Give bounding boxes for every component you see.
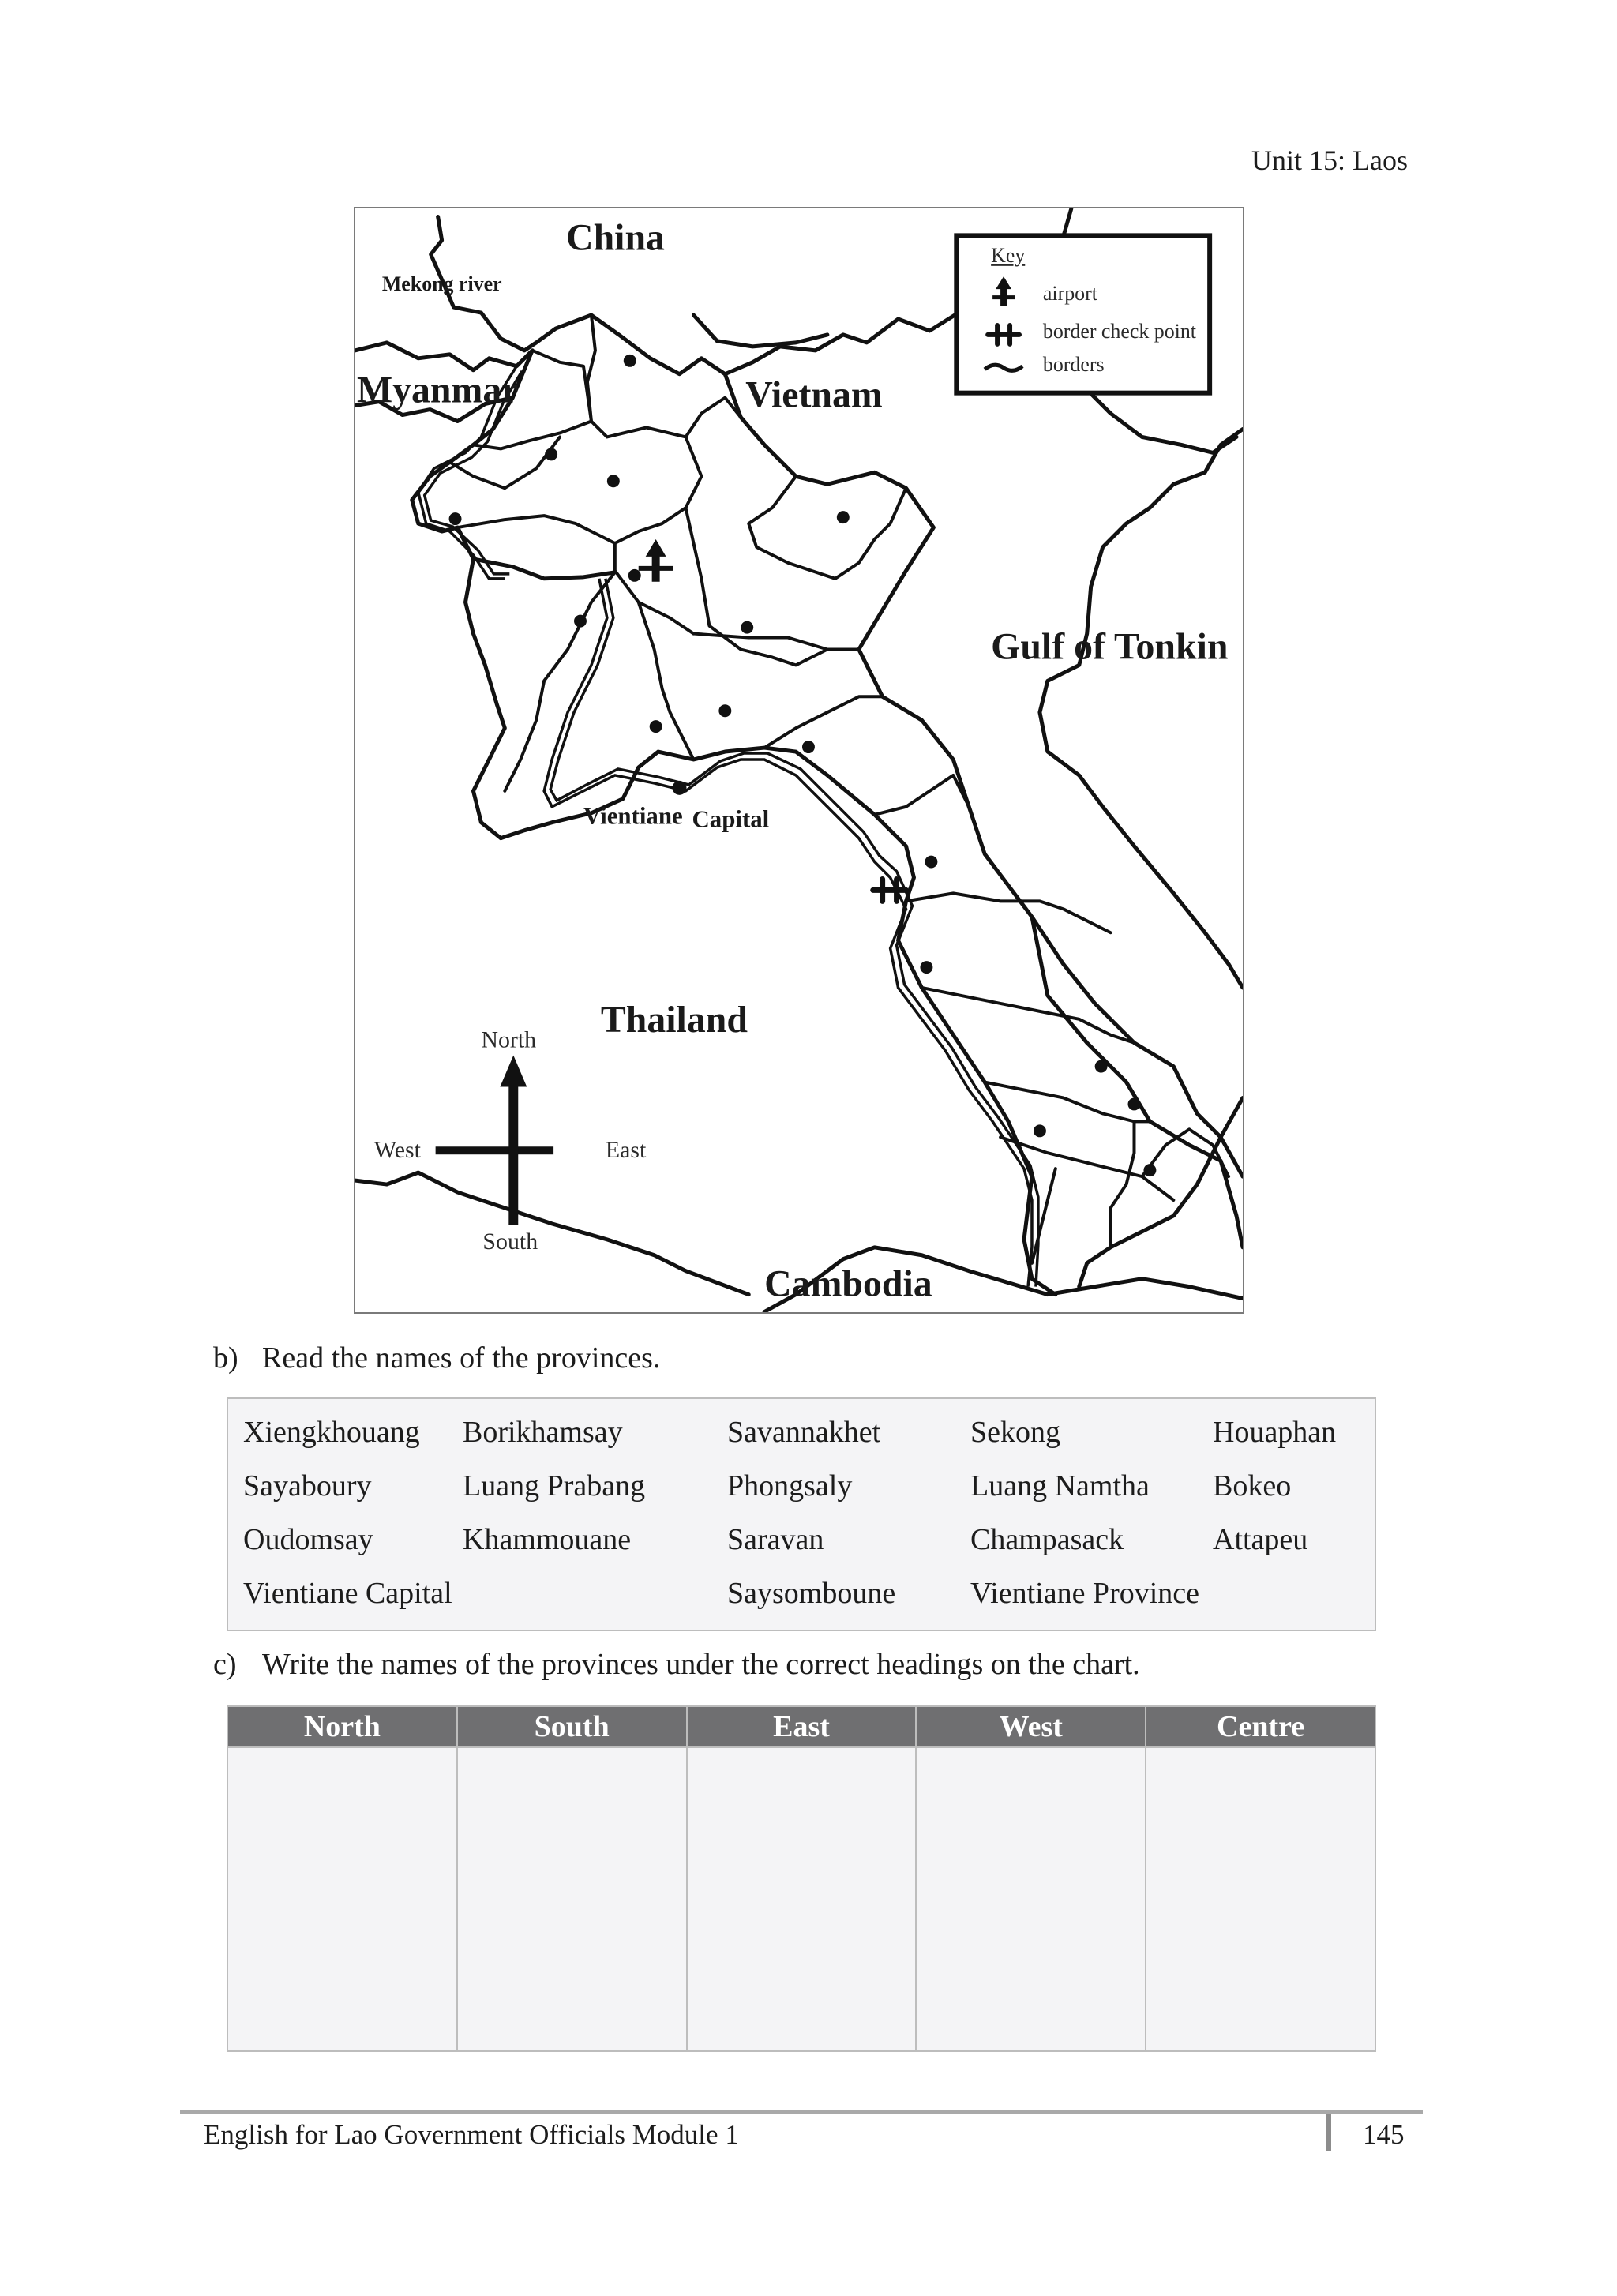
province-name: Xiengkhouang	[243, 1416, 420, 1449]
province-name: Saysomboune	[727, 1577, 896, 1610]
province-dot	[925, 856, 937, 869]
chart-heading-west: West	[916, 1706, 1146, 1747]
province-dot	[650, 720, 662, 733]
answer-cell-east[interactable]	[687, 1747, 917, 2051]
key-borders-label: borders	[1042, 352, 1105, 376]
province-name: Phongsaly	[727, 1469, 853, 1503]
province-dot	[1034, 1124, 1046, 1137]
label-mekong-river: Mekong river	[381, 272, 502, 296]
instruction-c-text: Write the names of the provinces under the correct headings on the chart.	[262, 1648, 1140, 1681]
province-dot	[545, 448, 557, 460]
label-gulf-of-tonkin: Gulf of Tonkin	[991, 625, 1229, 668]
province-dot	[574, 615, 587, 628]
province-name: Attapeu	[1213, 1523, 1308, 1556]
province-name: Bokeo	[1213, 1469, 1292, 1503]
instruction-c	[213, 1647, 1140, 1682]
answer-cell-south[interactable]	[457, 1747, 687, 2051]
chart-heading-south: South	[457, 1706, 687, 1747]
province-name: Savannakhet	[727, 1416, 881, 1449]
label-vietnam: Vietnam	[745, 373, 883, 416]
province-name: Sekong	[970, 1416, 1060, 1449]
label-cambodia: Cambodia	[764, 1262, 932, 1305]
province-name: Khammouane	[463, 1523, 632, 1556]
province-name: Luang Namtha	[970, 1469, 1150, 1503]
province-dot	[449, 512, 462, 525]
province-name: Sayaboury	[243, 1469, 372, 1503]
footer-rule	[180, 2110, 1423, 2114]
compass-rose	[374, 1027, 647, 1255]
airport-icon	[639, 539, 673, 582]
chart-heading-east: East	[687, 1706, 917, 1747]
province-list-box	[227, 1397, 1376, 1631]
key-title: Key	[991, 244, 1026, 268]
label-china: China	[566, 216, 665, 259]
province-name: Saravan	[727, 1523, 824, 1556]
province-name: Borikhamsay	[463, 1416, 623, 1449]
instruction-b-text: Read the names of the provinces.	[262, 1341, 661, 1375]
key-checkpoint-label: border check point	[1042, 319, 1197, 343]
province-name: Houaphan	[1213, 1416, 1337, 1449]
instruction-c-letter: c)	[213, 1648, 237, 1681]
compass-west: West	[373, 1137, 421, 1164]
province-dot	[802, 741, 815, 753]
label-capital: Capital	[692, 805, 770, 833]
province-name: Oudomsay	[243, 1523, 373, 1556]
page-number: 145	[1363, 2119, 1405, 2150]
answer-cell-centre[interactable]	[1146, 1747, 1375, 2051]
province-borders	[450, 315, 1229, 1263]
chart-heading-north: North	[227, 1706, 457, 1747]
chart-heading-centre: Centre	[1146, 1706, 1375, 1747]
province-dot	[920, 961, 932, 974]
answer-cell-north[interactable]	[227, 1747, 457, 2051]
province-dot	[607, 475, 620, 487]
province-name: Champasack	[970, 1523, 1124, 1556]
chart-answer-row	[227, 1747, 1375, 2051]
province-name: Vientiane Capital	[243, 1577, 452, 1610]
compass-north: North	[481, 1026, 537, 1053]
province-dot	[1095, 1060, 1108, 1073]
map-key	[956, 235, 1210, 392]
answer-cell-west[interactable]	[916, 1747, 1146, 2051]
province-dot	[718, 704, 731, 717]
key-airport-label: airport	[1042, 282, 1097, 306]
province-name: Luang Prabang	[463, 1469, 646, 1503]
compass-east: East	[605, 1137, 647, 1164]
province-dot	[624, 355, 636, 367]
instruction-b-letter: b)	[213, 1341, 238, 1375]
province-dot	[1128, 1097, 1141, 1110]
province-dot	[837, 511, 850, 523]
province-name: Vientiane Province	[970, 1577, 1200, 1610]
laos-map	[354, 207, 1244, 1314]
province-dot	[1143, 1164, 1156, 1176]
compass-south: South	[482, 1228, 538, 1255]
label-myanmar: Myanmar	[356, 369, 519, 411]
footer-title: English for Lao Government Officials Module 1	[204, 2119, 739, 2150]
province-chart	[227, 1705, 1376, 2052]
instruction-b	[213, 1341, 660, 1375]
province-dot	[741, 621, 753, 634]
label-thailand: Thailand	[600, 998, 748, 1041]
chart-header-row	[227, 1706, 1375, 1747]
footer-divider	[1326, 2114, 1331, 2151]
label-vientiane: Vientiane	[583, 801, 683, 830]
province-dot	[673, 781, 687, 795]
unit-header: Unit 15: Laos	[1251, 144, 1408, 176]
province-dot	[628, 569, 641, 582]
